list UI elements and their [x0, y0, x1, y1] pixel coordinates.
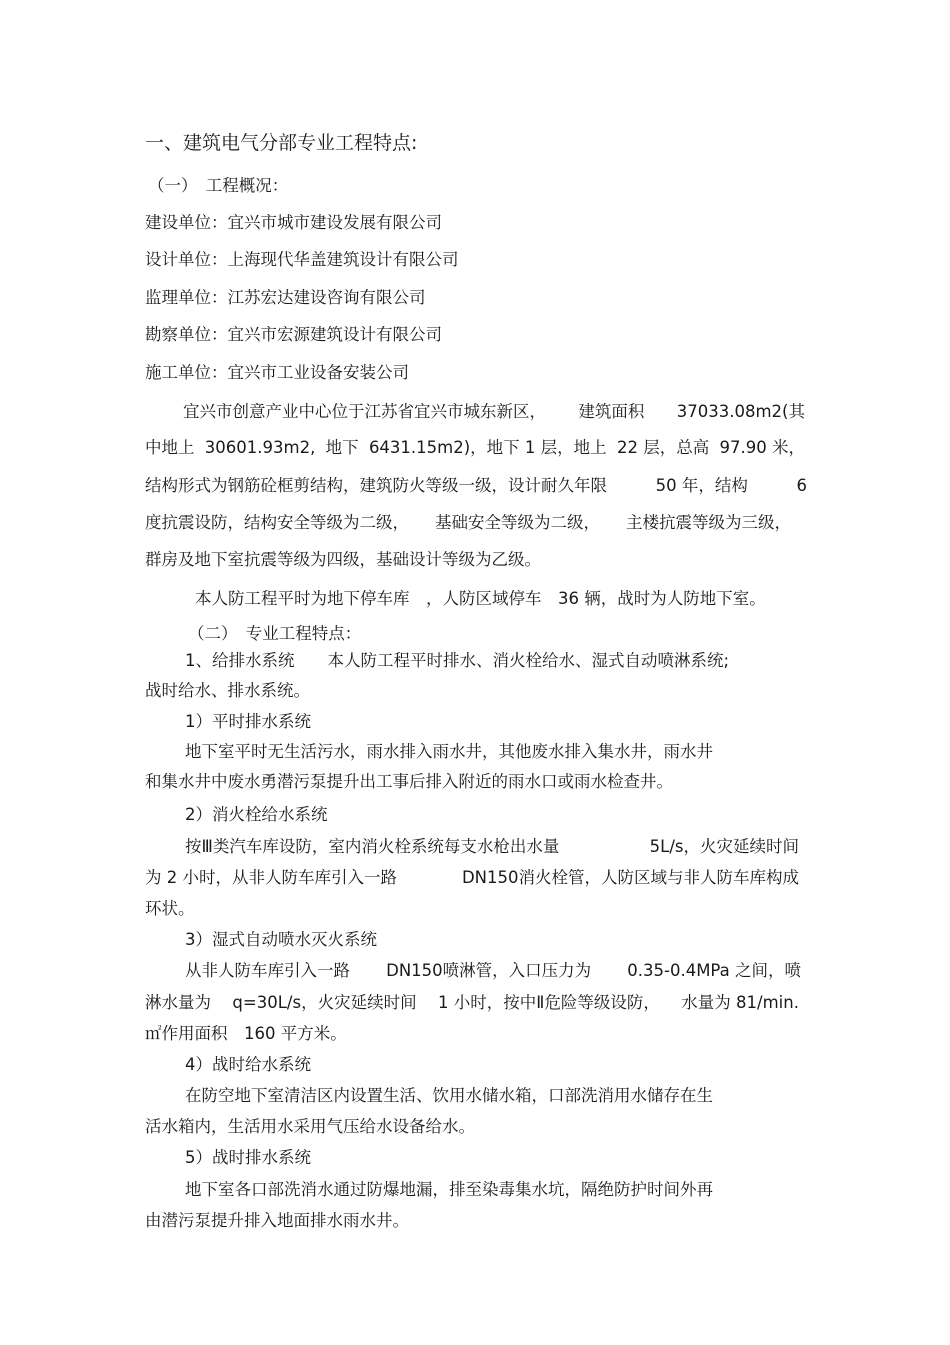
- subsection-line: 淋水量为 q=30L/s，火灾延续时间 1 小时，按中Ⅱ危险等级设防， 水量为 81/min.: [145, 993, 799, 1012]
- subsection-line: 地下室平时无生活污水，雨水排入雨水井，其他废水排入集水井，雨水井: [185, 742, 713, 761]
- features-title: （二） 专业工程特点：: [188, 624, 362, 643]
- subsection-line: 按Ⅲ类汽车库设防，室内消火栓系统每支水枪出水量 5L/s，火灾延续时间: [185, 837, 799, 856]
- section-heading: 一、建筑电气分部专业工程特点:: [145, 132, 418, 154]
- subsection-title: 1）平时排水系统: [185, 712, 311, 731]
- subsection-title: 5）战时排水系统: [185, 1148, 311, 1167]
- subsection-title: 3）湿式自动喷水灭火系统: [185, 930, 377, 949]
- subsection-line: 在防空地下室清洁区内设置生活、饮用水储水箱，口部洗消用水储存在生: [185, 1086, 713, 1105]
- overview-paragraph-line: 度抗震设防，结构安全等级为二级， 基础安全等级为二级， 主楼抗震等级为三级，: [145, 513, 791, 532]
- subsection-line: 为 2 小时，从非人防车库引入一路 DN150消火栓管，人防区域与非人防车库构成: [145, 868, 799, 887]
- unit-contractor: 施工单位：宜兴市工业设备安装公司: [145, 363, 409, 382]
- subsection-title: 4）战时给水系统: [185, 1055, 311, 1074]
- overview-title: （一） 工程概况：: [148, 176, 289, 195]
- subsection-title: 2）消火栓给水系统: [185, 805, 328, 824]
- unit-construction: 建设单位：宜兴市城市建设发展有限公司: [145, 213, 442, 232]
- subsection-line: 从非人防车库引入一路 DN150喷淋管，入口压力为 0.35-0.4MPa 之间，喷: [185, 961, 801, 980]
- subsection-line: 活水箱内，生活用水采用气压给水设备给水。: [145, 1117, 475, 1136]
- subsection-line: 由潜污泵提升排入地面排水雨水井。: [145, 1211, 409, 1230]
- subsection-line: 地下室各口部洗消水通过防爆地漏，排至染毒集水坑，隔绝防护时间外再: [185, 1180, 713, 1199]
- overview-paragraph-line: 宜兴市创意产业中心位于江苏省宜兴市城东新区， 建筑面积 37033.08m2(其: [183, 402, 805, 421]
- subsection-line: 环状。: [145, 899, 195, 918]
- overview-paragraph-line: 中地上 30601.93m2, 地下 6431.15m2)，地下 1 层，地上 22 层，总高 97.90 米，: [145, 438, 805, 457]
- overview-paragraph-2: 本人防工程平时为地下停车库 ，人防区域停车 36 辆，战时为人防地下室。: [195, 589, 766, 608]
- subsection-line: 和集水井中废水勇潜污泵提升出工事后排入附近的雨水口或雨水检查井。: [145, 772, 673, 791]
- unit-supervision: 监理单位：江苏宏达建设咨询有限公司: [145, 288, 426, 307]
- features-intro-line: 战时给水、排水系统。: [145, 681, 310, 700]
- unit-survey: 勘察单位：宜兴市宏源建筑设计有限公司: [145, 325, 442, 344]
- overview-paragraph-line: 结构形式为钢筋砼框剪结构，建筑防火等级一级，设计耐久年限 50 年，结构 6: [145, 476, 807, 495]
- unit-design: 设计单位：上海现代华盖建筑设计有限公司: [145, 250, 459, 269]
- subsection-line: ㎡作用面积 160 平方米。: [145, 1024, 347, 1043]
- features-intro-line: 1、给排水系统 本人防工程平时排水、消火栓给水、湿式自动喷淋系统;: [185, 651, 730, 670]
- overview-paragraph-line: 群房及地下室抗震等级为四级，基础设计等级为乙级。: [145, 550, 541, 569]
